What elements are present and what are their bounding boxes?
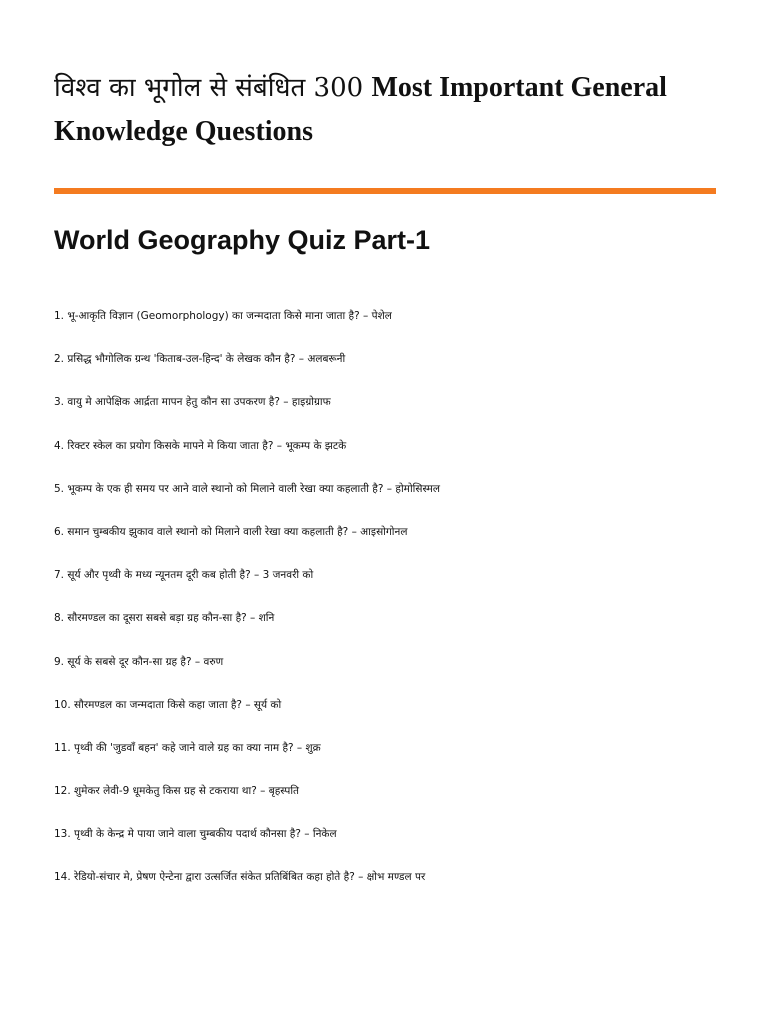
- question-number: 6.: [54, 525, 65, 538]
- question-number: 3.: [54, 396, 65, 409]
- question-text: भू-आकृति विज्ञान (Geomorphology) का जन्मदाता किसे माना जाता है? – पेशेल: [67, 310, 392, 322]
- title-english: Most Important General Knowledge Questions: [54, 72, 667, 147]
- page-title: [54, 66, 734, 154]
- question-number: 7.: [54, 569, 65, 582]
- question-number: 11.: [54, 741, 71, 754]
- question-text: पृथ्वी की 'जुडवॉं बहन' कहे जाने वाले ग्रह का क्या नाम है? – शुक्र: [74, 741, 321, 754]
- question-text: रेडियो-संचार मे, प्रेषण ऐन्टेना द्वारा उत्सर्जित संकेत प्रतिबिंबित कहा होते है? – क्षोभ मण्डल पर: [74, 871, 426, 884]
- list-item: [54, 479, 734, 522]
- question-number: 4.: [54, 439, 65, 452]
- list-item: [54, 824, 734, 867]
- list-item: [54, 349, 734, 392]
- title-hindi: विश्व का भूगोल से संबंधित 300: [54, 73, 364, 103]
- list-item: [54, 738, 734, 781]
- list-item: [54, 436, 734, 479]
- list-item: [54, 781, 734, 824]
- orange-divider: [54, 188, 716, 194]
- question-number: 8.: [54, 612, 65, 625]
- question-text: सूर्य के सबसे दूर कौन-सा ग्रह है? – वरुण: [67, 655, 224, 668]
- question-text: सूर्य और पृथ्वी के मध्य न्यूनतम दूरी कब होती है? – 3 जनवरी को: [67, 569, 314, 582]
- list-item: [54, 392, 734, 435]
- list-item: [54, 652, 734, 695]
- list-item: [54, 522, 734, 565]
- list-item: [54, 867, 734, 910]
- question-number: 1.: [54, 310, 65, 322]
- question-text: रिक्टर स्केल का प्रयोग किसके मापने मे किया जाता है? – भूकम्प के झटके: [67, 439, 347, 452]
- question-number: 14.: [54, 871, 71, 884]
- question-number: 10.: [54, 698, 71, 711]
- question-text: पृथ्वी के केन्द्र मे पाया जाने वाला चुम्बकीय पदार्थ कौनसा है? – निकेल: [74, 828, 337, 841]
- list-item: [54, 695, 734, 738]
- list-item: [54, 565, 734, 608]
- question-text: सौरमण्डल का दूसरा सबसे बड़ा ग्रह कौन-सा है? – शनि: [67, 612, 275, 625]
- list-item: [54, 608, 734, 651]
- question-text: वायु मे आपेक्षिक आर्द्रता मापन हेतु कौन सा उपकरण है? – हाइग्रोग्राफ: [67, 396, 331, 409]
- question-text: शुमेकर लेवी-9 धूमकेतु किस ग्रह से टकराया था? – बृहस्पति: [74, 785, 300, 798]
- question-number: 5.: [54, 482, 65, 495]
- question-text: भूकम्प के एक ही समय पर आने वाले स्थानो को मिलाने वाली रेखा क्या कहलाती है? – होमोसिस्मल: [67, 482, 440, 495]
- list-item: [54, 306, 734, 349]
- question-number: 13.: [54, 828, 71, 841]
- quiz-title: World Geography Quiz Part-1: [54, 225, 431, 255]
- question-number: 2.: [54, 353, 65, 366]
- question-number: 9.: [54, 655, 65, 668]
- question-text: समान चुम्बकीय झुकाव वाले स्थानो को मिलाने वाली रेखा क्या कहलाती है? – आइसोगोनल: [67, 525, 408, 538]
- question-list: [54, 306, 734, 911]
- question-number: 12.: [54, 785, 71, 798]
- question-text: सौरमण्डल का जन्मदाता किसे कहा जाता है? – सूर्य को: [74, 698, 282, 711]
- question-text: प्रसिद्ध भौगोलिक ग्रन्थ 'किताब-उल-हिन्द' के लेखक कौन है? – अलबरूनी: [67, 353, 346, 366]
